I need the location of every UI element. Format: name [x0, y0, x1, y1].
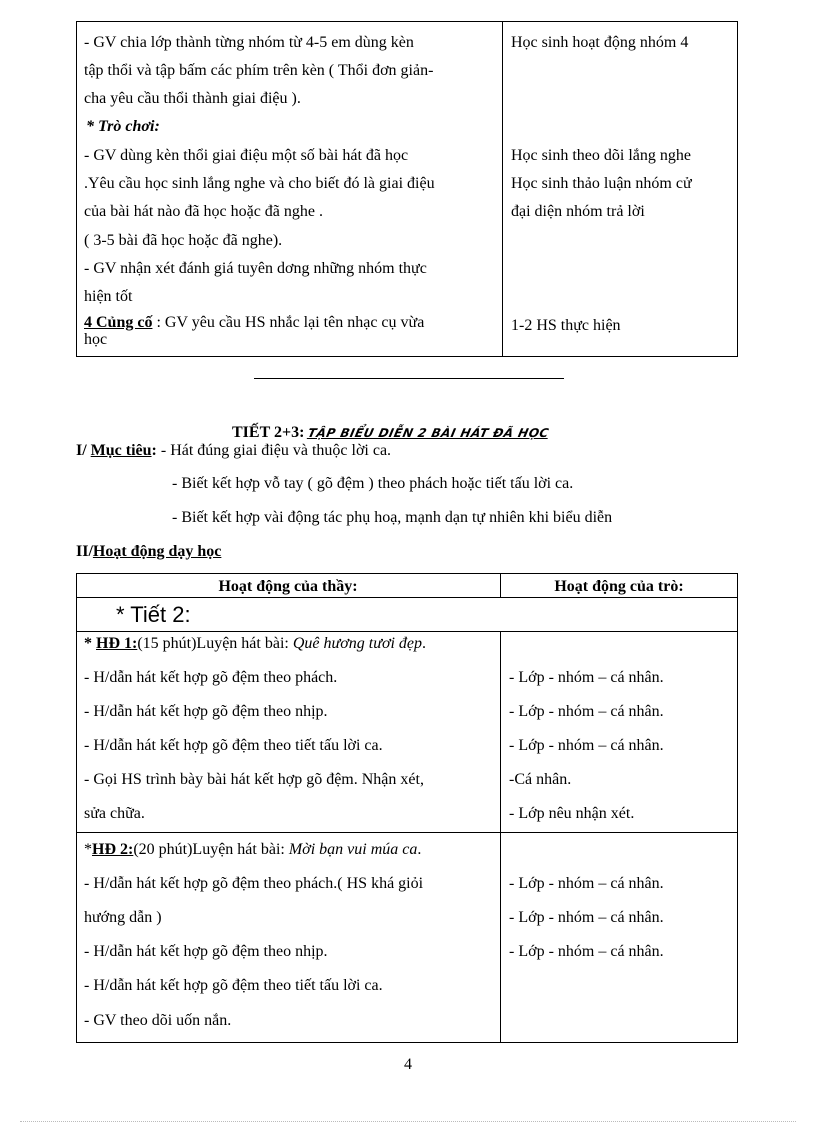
consolidation-text: : GV yêu cầu HS nhắc lại tên nhạc cụ vừa [152, 314, 425, 331]
objectives-colon: : [151, 442, 157, 459]
hd1-star: * [84, 635, 96, 652]
teacher-text: cha yêu cầu thổi thành giai điệu ). [84, 90, 301, 107]
page-bottom-border [20, 1121, 796, 1122]
page-number: 4 [404, 1056, 412, 1073]
objective-item: - Biết kết hợp vỗ tay ( gõ đệm ) theo phách hoặc tiết tấu lời ca. [172, 475, 574, 492]
student-text: -Cá nhân. [509, 771, 572, 788]
period-label: * Tiết 2: [116, 602, 191, 627]
teacher-text: - GV nhận xét đánh giá tuyên dơng những nhóm thực [84, 260, 427, 277]
teacher-text: tập thổi và tập bấm các phím trên kèn ( Thổi đơn giản- [84, 62, 434, 79]
student-text: - Lớp - nhóm – cá nhân. [509, 737, 664, 754]
lesson-title-main: TẬP BIỂU DIỄN 2 BÀI HÁT ĐÃ HỌC [306, 426, 551, 440]
table-rule [76, 631, 738, 632]
table-rule [76, 832, 738, 833]
teacher-text: - GV theo dõi uốn nắn. [84, 1012, 232, 1029]
consolidation-line [84, 313, 424, 333]
student-text: - Lớp - nhóm – cá nhân. [509, 875, 664, 892]
section-separator [254, 378, 564, 379]
teacher-text: học [84, 331, 108, 348]
objectives-label: I/ [76, 442, 91, 459]
activities-heading: Hoạt động dạy học [92, 543, 222, 560]
hd2-time: (20 phút)Luyện hát bài: [133, 841, 289, 858]
teacher-text: hướng dẫn ) [84, 909, 162, 926]
hd1-song: Quê hương tươi đẹp [292, 635, 423, 652]
student-text: - Lớp - nhóm – cá nhân. [509, 909, 664, 926]
objectives-line [76, 441, 391, 461]
lesson-title-prefix: TIẾT 2+3: [232, 424, 309, 441]
student-text: Học sinh hoạt động nhóm 4 [511, 34, 689, 51]
game-heading: * Trò chơi: [86, 118, 160, 135]
objective-item: - Hát đúng giai điệu và thuộc lời ca. [156, 442, 392, 459]
teacher-text: - H/dẫn hát kết hợp gõ đệm theo phách. [84, 669, 338, 686]
hd1-heading [84, 634, 426, 654]
teacher-text: - H/dẫn hát kết hợp gõ đệm theo phách.( HS khá giỏi [84, 875, 424, 892]
hd1-label: HĐ 1: [96, 635, 138, 652]
student-text: - Lớp nêu nhận xét. [509, 805, 635, 822]
student-text: 1-2 HS thực hiện [511, 317, 621, 334]
hd2-end: . [417, 841, 422, 858]
teacher-text: sửa chữa. [84, 805, 145, 822]
hd1-end: . [422, 635, 427, 652]
teacher-text: - Gọi HS trình bày bài hát kết hợp gõ đệm. Nhận xét, [84, 771, 424, 788]
student-text: đại diện nhóm trả lời [511, 203, 645, 220]
teacher-text: - GV chia lớp thành từng nhóm từ 4-5 em dùng kèn [84, 34, 414, 51]
student-text: Học sinh theo dõi lắng nghe [511, 147, 691, 164]
header-teacher: Hoạt động của thầy: [218, 578, 358, 595]
table-divider [500, 631, 501, 1043]
teacher-text: - GV dùng kèn thổi giai điệu một số bài hát đã học [84, 147, 409, 164]
teacher-text: của bài hát nào đã học hoặc đã nghe . [84, 203, 324, 220]
hd2-label: HĐ 2: [92, 841, 134, 858]
hd2-song: Mời bạn vui múa ca [288, 841, 418, 858]
student-text: - Lớp - nhóm – cá nhân. [509, 943, 664, 960]
teacher-text: - H/dẫn hát kết hợp gõ đệm theo tiết tấu lời ca. [84, 737, 383, 754]
teacher-text: - H/dẫn hát kết hợp gõ đệm theo tiết tấu lời ca. [84, 977, 383, 994]
teacher-text: hiện tốt [84, 288, 133, 305]
table-rule [76, 597, 738, 598]
objectives-heading: Mục tiêu [90, 442, 152, 459]
activities-heading-line [76, 542, 221, 562]
hd1-time: (15 phút)Luyện hát bài: [137, 635, 293, 652]
hd2-heading [84, 840, 421, 860]
student-text: - Lớp - nhóm – cá nhân. [509, 703, 664, 720]
teacher-text: - H/dẫn hát kết hợp gõ đệm theo nhịp. [84, 703, 328, 720]
lesson-title [232, 423, 549, 443]
hd2-star: * [84, 841, 92, 858]
objective-item: - Biết kết hợp vài động tác phụ hoạ, mạnh dạn tự nhiên khi biểu diễn [172, 509, 613, 526]
teacher-text: - H/dẫn hát kết hợp gõ đệm theo nhịp. [84, 943, 328, 960]
student-text: Học sinh thảo luận nhóm cử [511, 175, 692, 192]
activities-prefix: II/ [76, 543, 93, 560]
table-divider [502, 21, 503, 357]
student-text: - Lớp - nhóm – cá nhân. [509, 669, 664, 686]
teacher-text: ( 3-5 bài đã học hoặc đã nghe). [84, 232, 283, 249]
teacher-text: .Yêu cầu học sinh lắng nghe và cho biết đó là giai điệu [84, 175, 435, 192]
header-student: Hoạt động của trò: [554, 578, 684, 595]
consolidation-label: 4 Củng cố [84, 314, 153, 331]
